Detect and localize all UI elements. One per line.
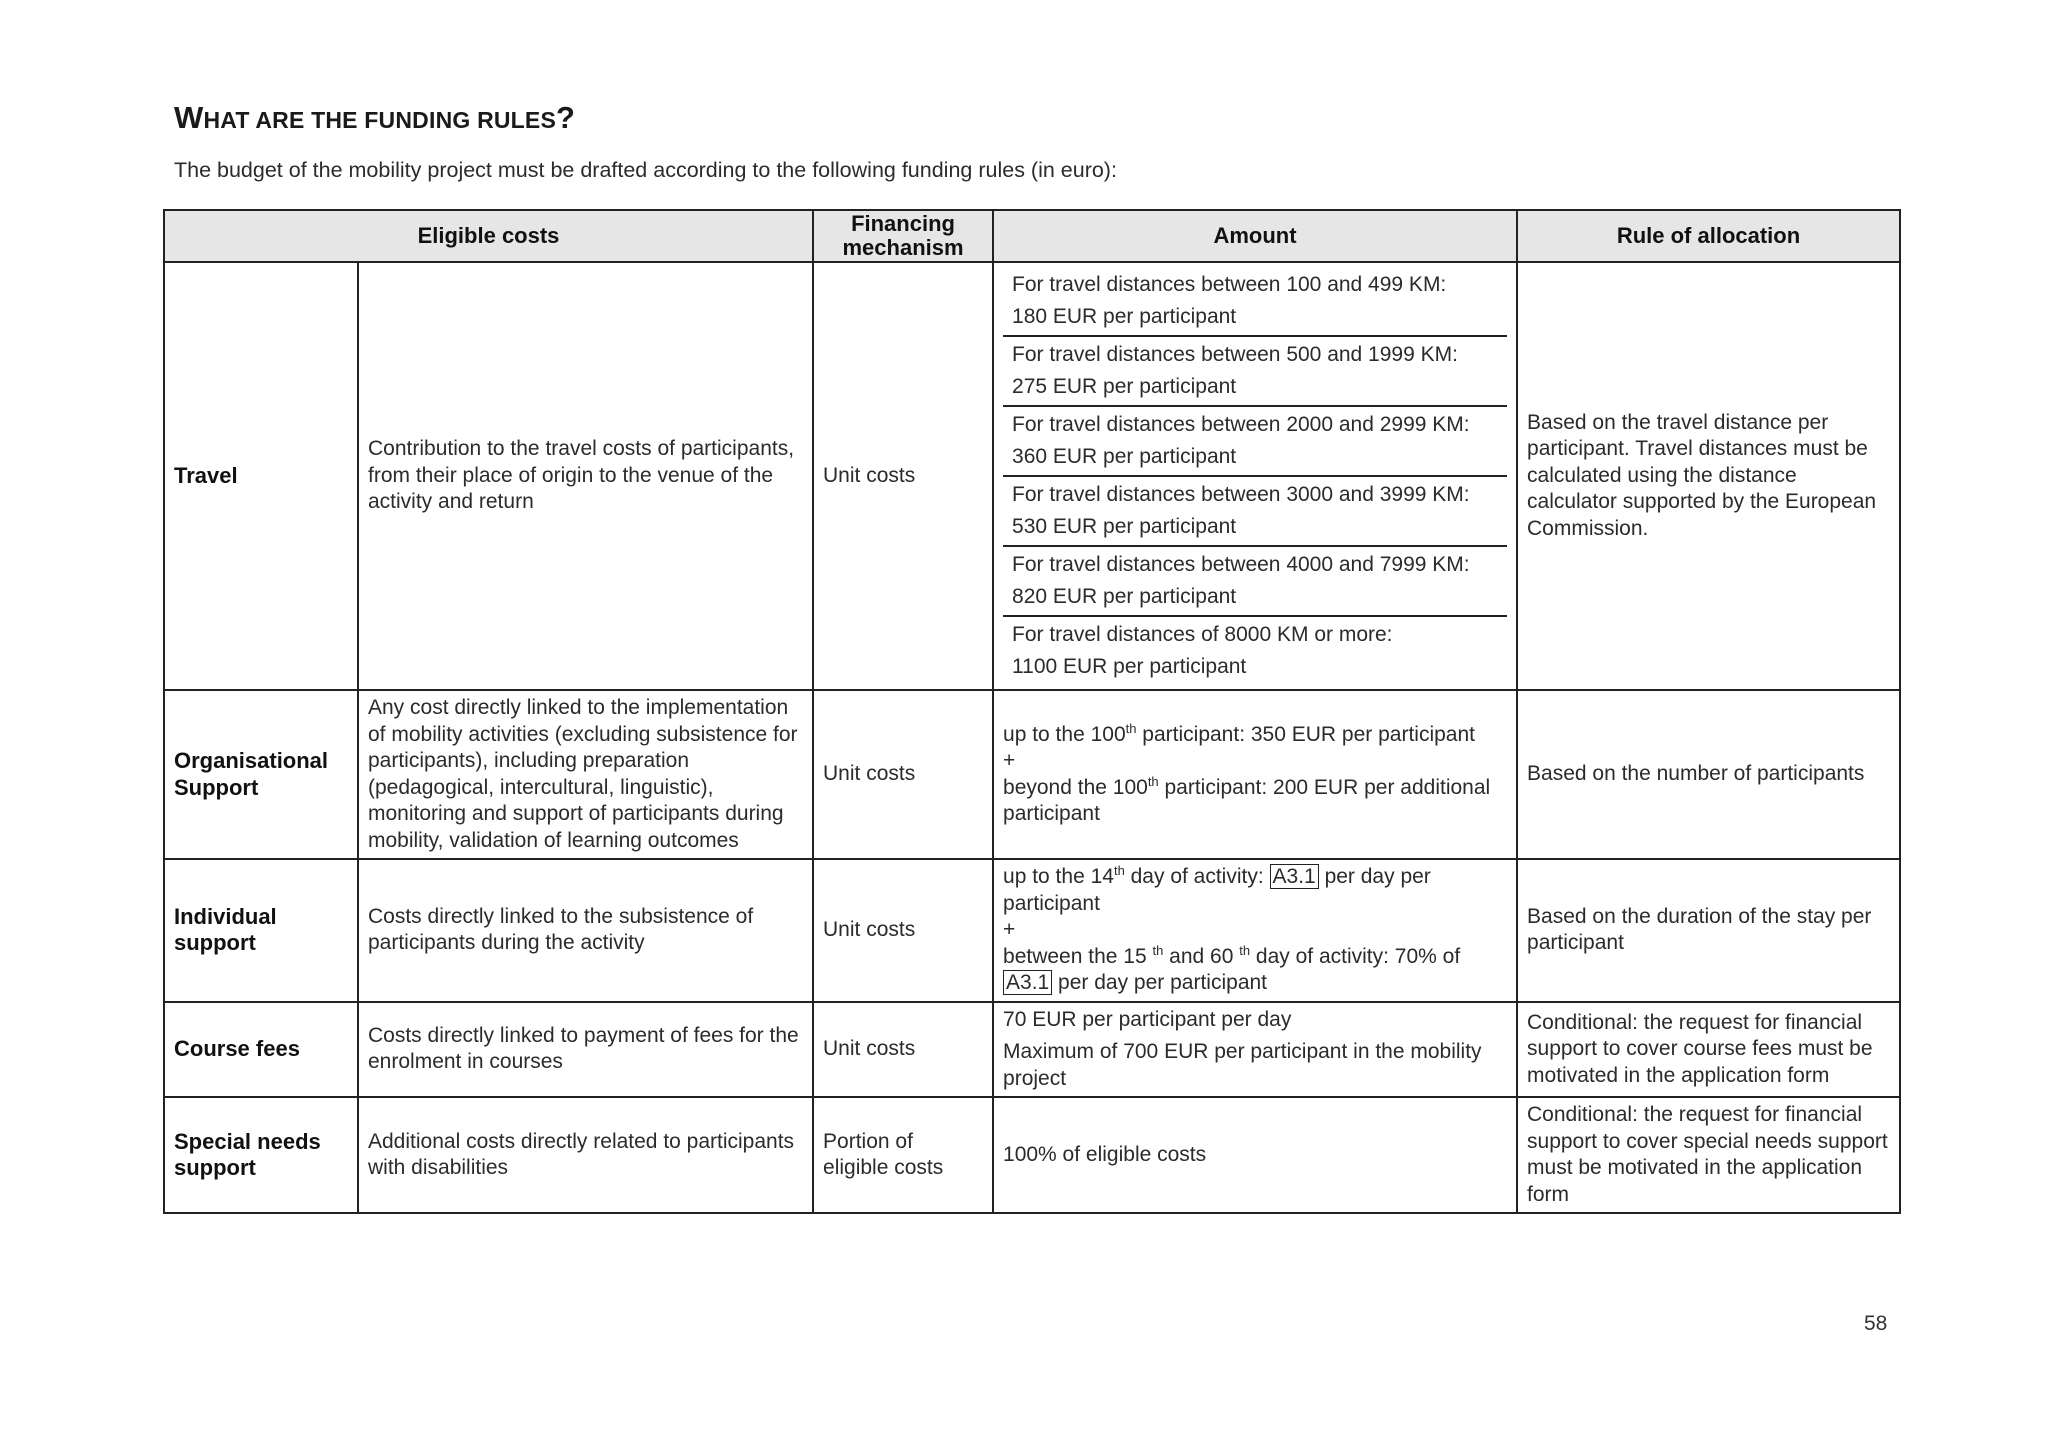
ordinal-suffix: th — [1113, 863, 1125, 878]
amount-first-100 — [1003, 722, 1507, 749]
travel-band — [1003, 477, 1507, 547]
annex-reference-link[interactable]: A3.1 — [1003, 970, 1052, 995]
individual-rule: Based on the duration of the stay per participant — [1517, 859, 1900, 1002]
individual-mechanism: Unit costs — [813, 859, 993, 1002]
category-organisational-support — [164, 690, 358, 859]
amount-first-14-days — [1003, 864, 1507, 917]
funding-rules-table — [163, 209, 1901, 1214]
band-distance: For travel distances between 500 and 1999 KM: — [1012, 343, 1458, 366]
amount-text: between the 15 — [1003, 944, 1153, 968]
band-distance: For travel distances between 4000 and 7999 KM: — [1012, 553, 1470, 576]
organisational-description: Any cost directly linked to the implementation of mobility activities (excluding subsistence for participants), including preparation (pedagogical, intercultural, linguistic), monitoring and support of participants during mobility, validation of learning outcomes — [358, 690, 813, 859]
plus-sign: + — [1003, 749, 1016, 772]
band-amount: 180 EUR per participant — [1012, 305, 1237, 328]
amount-text: per day per participant — [1003, 865, 1431, 915]
category-line: Individual — [174, 903, 277, 929]
category-course-fees: Course fees — [164, 1002, 358, 1098]
table-row-special-needs-support — [164, 1097, 1900, 1213]
table-row-individual-support — [164, 859, 1900, 1002]
organisational-rule: Based on the number of participants — [1517, 690, 1900, 859]
course-amount-daily: 70 EUR per participant per day — [1003, 1007, 1292, 1031]
band-distance: For travel distances between 2000 and 2999 KM: — [1012, 413, 1470, 436]
amount-text: up to the 100 — [1003, 722, 1126, 746]
organisational-amount — [993, 690, 1517, 859]
plus-sign: + — [1003, 918, 1016, 941]
amount-text: up to the 14 — [1003, 865, 1114, 888]
individual-amount — [993, 859, 1517, 1002]
category-line: support — [174, 1155, 256, 1180]
band-distance: For travel distances of 8000 KM or more: — [1012, 623, 1393, 646]
category-individual-support — [164, 859, 358, 1002]
amount-text: day of activity: — [1124, 865, 1270, 888]
special-description: Additional costs directly related to participants with disabilities — [358, 1097, 813, 1213]
ordinal-suffix: th — [1239, 942, 1251, 958]
ordinal-suffix: th — [1152, 942, 1164, 958]
special-amount: 100% of eligible costs — [993, 1097, 1517, 1213]
heading-punct: ? — [556, 100, 576, 135]
organisational-mechanism: Unit costs — [813, 690, 993, 859]
category-special-needs-support — [164, 1097, 358, 1213]
travel-band — [1003, 267, 1507, 337]
amount-beyond-100 — [1003, 775, 1507, 828]
page-number: 58 — [1864, 1312, 1888, 1335]
band-amount: 275 EUR per participant — [1012, 375, 1237, 398]
header-financing-line1: Financing — [851, 211, 955, 236]
category-line: Support — [174, 774, 259, 800]
course-description: Costs directly linked to payment of fees for the enrolment in courses — [358, 1002, 813, 1098]
header-financing-mechanism — [813, 210, 993, 262]
amount-text: participant: 200 EUR per additional participant — [1003, 775, 1491, 825]
special-mechanism — [813, 1097, 993, 1213]
travel-mechanism: Unit costs — [813, 262, 993, 690]
band-distance: For travel distances between 100 and 499 KM: — [1012, 273, 1447, 296]
travel-rule: Based on the travel distance per participant. Travel distances must be calculated using the distance calculator supported by the European Commission. — [1517, 262, 1900, 690]
amount-text: per day per participant — [1052, 971, 1268, 994]
table-header-row — [164, 210, 1900, 262]
band-distance: For travel distances between 3000 and 3999 KM: — [1012, 483, 1470, 506]
individual-description: Costs directly linked to the subsistence of participants during the activity — [358, 859, 813, 1002]
intro-text: The budget of the mobility project must be drafted according to the following funding rules (in euro): — [174, 158, 1117, 182]
header-rule-of-allocation: Rule of allocation — [1517, 210, 1900, 262]
table-row-organisational-support — [164, 690, 1900, 859]
course-amount-maximum: Maximum of 700 EUR per participant in the mobility project — [1003, 1040, 1482, 1090]
header-eligible-costs: Eligible costs — [164, 210, 813, 262]
amount-days-15-60 — [1003, 944, 1507, 997]
ordinal-suffix: th — [1147, 773, 1159, 789]
travel-band — [1003, 407, 1507, 477]
band-amount: 1100 EUR per participant — [1012, 655, 1247, 678]
table-row-course-fees — [164, 1002, 1900, 1098]
travel-band — [1003, 547, 1507, 617]
mechanism-line: eligible costs — [823, 1156, 944, 1179]
category-travel: Travel — [164, 262, 358, 690]
page-heading — [174, 100, 575, 136]
category-line: support — [174, 930, 256, 956]
category-line: Organisational — [174, 748, 329, 773]
band-amount: 360 EUR per participant — [1012, 445, 1237, 468]
band-amount: 530 EUR per participant — [1012, 515, 1237, 538]
header-amount: Amount — [993, 210, 1517, 262]
mechanism-line: Portion of — [823, 1129, 913, 1153]
annex-reference-link[interactable]: A3.1 — [1270, 864, 1319, 889]
heading-initial: W — [174, 100, 204, 135]
amount-text: beyond the 100 — [1003, 775, 1148, 799]
ordinal-suffix: th — [1125, 720, 1137, 736]
amount-text: and 60 — [1163, 944, 1240, 968]
course-mechanism: Unit costs — [813, 1002, 993, 1098]
course-rule: Conditional: the request for financial support to cover course fees must be motivated in the application form — [1517, 1002, 1900, 1098]
travel-description: Contribution to the travel costs of participants, from their place of origin to the venue of the activity and return — [358, 262, 813, 690]
band-amount: 820 EUR per participant — [1012, 585, 1237, 608]
table-row-travel — [164, 262, 1900, 690]
travel-band — [1003, 337, 1507, 407]
header-financing-line2: mechanism — [842, 235, 964, 260]
special-rule: Conditional: the request for financial support to cover special needs support must be motivated in the application form — [1517, 1097, 1900, 1213]
amount-text: day of activity: 70% of — [1250, 944, 1461, 968]
travel-band — [1003, 617, 1507, 685]
category-line: Special needs — [174, 1128, 321, 1154]
course-amount — [993, 1002, 1517, 1098]
travel-amount-bands — [993, 262, 1517, 690]
amount-text: participant: 350 EUR per participant — [1136, 722, 1475, 746]
heading-text: HAT ARE THE FUNDING RULES — [203, 107, 557, 133]
